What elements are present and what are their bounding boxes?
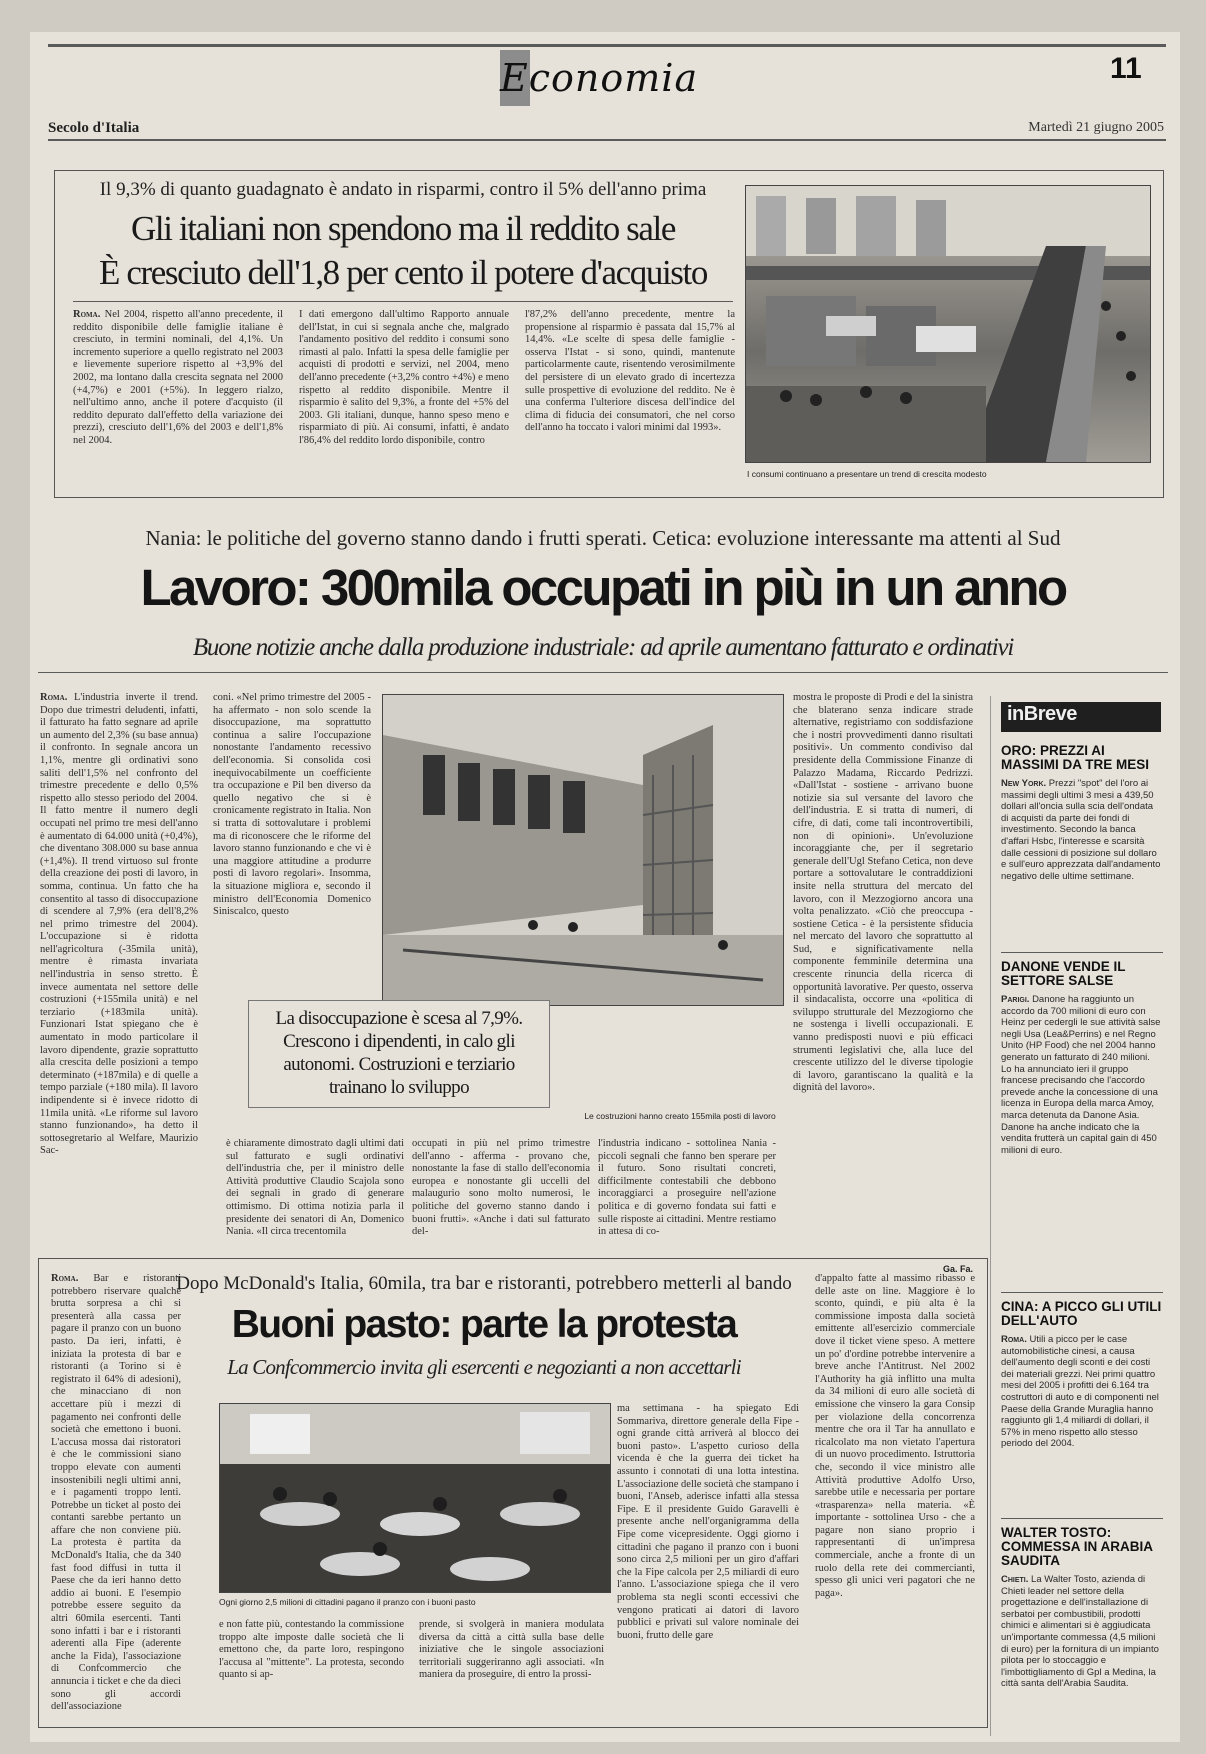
- article-reddito-subtitle: È cresciuto dell'1,8 per cento il potere d'acquisto: [99, 253, 707, 292]
- brief-item-title: ORO: PREZZI AI MASSIMI DA TRE MESI: [1001, 743, 1150, 772]
- article-lavoro-signature: Ga. Fa.: [942, 1264, 973, 1274]
- article-buoni-title: Buoni pasto: parte la protesta: [231, 1303, 737, 1346]
- inbreve-header: [1001, 702, 1161, 732]
- article-buoni-lower-col2: prende, si svolgerà in maniera modulata diversa da città a città sulla base delle iniziative che le singole associazioni territoriali suggeriranno agli associati. «In maniera da proseguire, di entro la prossi-: [419, 1619, 604, 1681]
- issue-date: Martedì 21 giugno 2005: [1028, 120, 1164, 135]
- article-lavoro-lower-col2: è chiaramente dimostrato dagli ultimi dati sul fatturato e sugli ordinativi dell'industria che, per il ministro delle Attività produttive Claudio Scajola sono dei segnali in grado di generare ottimismo. Di ottima notizia parla il presidente dei senatori di An, Domenico Nania. «Il circa trecentomila: [226, 1138, 404, 1238]
- article-lavoro-col1: [40, 692, 198, 1278]
- article-lavoro-rule: [38, 672, 1168, 673]
- article-buoni-lower-col1: e non fatte più, contestando la commissione troppo alte imposte dalle società che li emettono che, da parte loro, respingono l'accusa al "mittente". La protesta, secondo quanto si ap-: [219, 1619, 404, 1681]
- article-lavoro-kicker: Nania: le politiche del governo stanno dando i frutti sperati. Cetica: evoluzione interessante ma attenti al Sud: [145, 526, 1061, 550]
- inbreve-column: [990, 696, 1169, 1736]
- article-buoni-photo: [219, 1403, 611, 1593]
- article-reddito-photo-caption: I consumi continuano a presentare un trend di crescita modesto: [747, 469, 987, 479]
- section-title: Economia: [500, 56, 699, 100]
- article-lavoro-col5: mostra le proposte di Prodi e del la sinistra che blaterano senza indicare strade alternative, registriamo con soddisfazione che i nostri provvedimenti danno risultati positivi». Un commento condiviso dal presidente della Commissione Finanze di Palazzo Madama, Riccardo Pedrizzi. «Dall'Istat - sostiene - arrivano buone notizie sia sul versante del lavoro che dell'industria. E si tratta di numeri, di cifre, di dati, come tali incontrovertibili, non di opinioni». Un'evoluzione incoraggiante che, per il segretario generale dell'Ugl Stefano Cetica, non deve portare a sottovalutare le contraddizioni insite nella struttura del mercato del lavoro, con il Mezzogiorno ancora una volta penalizzato. «Ciò che preoccupa - sostiene Cetica - è la persistente sfiducia nel mercato del lavoro che soprattutto al Sud, e significativamente nella componente femminile determina una crescente rinuncia della ricerca di opportunità lavorative. Per questo, osserva il sindacalista, occorre una «politica di sviluppo strutturale del Mezzogiorno che ne sostenga i livelli occupazionali. E vanno predisposti nuovi e più efficaci strumenti legislativi che, alla luce del crescente utilizzo del le diverse tipologie di lavoro, garantiscano la qualità e la dignità del lavoro».: [793, 692, 973, 1094]
- article-buoni-subtitle: La Confcommercio invita gli esercenti e negozianti a non accettarli: [227, 1355, 741, 1379]
- brief-item-title: WALTER TOSTO: COMMESSA IN ARABIA SAUDITA: [1001, 1525, 1153, 1568]
- article-buoni-pasto: [38, 1258, 988, 1728]
- section-logo: [500, 50, 730, 110]
- dateline: Parigi.: [1001, 994, 1030, 1005]
- brief-item-body: Prezzi "spot" del l'oro ai massimi degli ultimi 3 mesi a 439,50 dollari all'oncia sulla scia dell'ondata di acquisti da parte dei fondi di investimento. Secondo la banca d'affari Hsbc, l'interesse e scarsità dalle cessioni di posizione sul dollaro e sull'euro apprezzata dall'andamento negativo delle ultime settimane.: [1001, 778, 1161, 882]
- dateline: Roma.: [1001, 1334, 1027, 1345]
- article-lavoro-lower-col4: l'industria indicano - sottolinea Nania - piccoli segnali che fanno ben sperare per il futuro. Sono risultati concreti, difficilmente contestabili che debbono incoraggiarci a proseguire nell'azione politica e di governo fondata sui fatti e sulle risposte ai cittadini. Mentre restiamo in attesa di co-: [598, 1138, 776, 1238]
- article-reddito-col3: l'87,2% dell'anno precedente, mentre la propensione al risparmio è passata dal 15,7% al 14,4%. «Le scelte di spesa delle famiglie - osserva l'Istat - si sono, quindi, mantenute particolarmente caute, risentendo verosimilmente del persistere di un elevato grado di incertezza sulle prospettive di evoluzione del reddito. Ne è una conferma l'ulteriore discesa dell'indice del clima di fiducia dei consumatori, che nel corso dell'anno ha toccato i valori minimi dal 1993».: [525, 309, 735, 434]
- article-reddito-kicker: Il 9,3% di quanto guadagnato è andato in risparmi, contro il 5% dell'anno prima: [99, 179, 707, 200]
- brief-item-text: [1001, 1334, 1163, 1498]
- article-lavoro-col2: coni. «Nel primo trimestre del 2005 - ha affermato - non solo scende la disoccupazione, ma soprattutto continua a salire l'occupazione nonostante l'andamento recessivo dell'economia. Si consolida così inequivocabilmente un coefficiente tra occupazione e Pil ben diverso da quello negativo che si è cronicamente registrato in Italia. Non si tratta di sottovalutare i problemi ma di riconoscere che le riforme del lavoro stanno funzionando e che vi è una maggiore attitudine a produrre posti di lavoro regolari». Insomma, la situazione migliora e, secondo il ministro dell'Economia Domenico Siniscalco, questo: [213, 692, 371, 918]
- dateline: New York.: [1001, 778, 1047, 789]
- article-reddito-rule: [73, 301, 733, 302]
- brief-item-body: Danone ha raggiunto un accordo da 700 milioni di euro con Heinz per cedergli le sue attività salse negli Usa (Lea&Perrins) e nel Regno Unito (HP Food) che nel 2004 hanno generato un fatturato di 240 milioni. Lo ha annunciato ieri il gruppo francese precisando che l'accordo prevede anche la concessione di una licenza in Europa della marca Amoy, marca detenuta da Danone Asia. Danone ha anche indicato che la vendita frutterà un capital gain di 450 milioni di euro.: [1001, 994, 1161, 1156]
- brief-item-danone: [1001, 960, 1163, 1218]
- brief-item-oro: [1001, 744, 1163, 936]
- pullquote-text: La disoccupazione è scesa al 7,9%. Crescono i dipendenti, in calo gli autonomi. Costruzioni e terziario trainano lo sviluppo: [275, 1008, 523, 1098]
- brief-item-text: [1001, 778, 1163, 936]
- article-lavoro-lower-col3: occupati in più nel primo trimestre dell'anno - afferma - provano che, nonostante la fase di stallo dell'economia europea e nonostante gli uccelli del malaugurio sono molto numerosi, le politiche del governo stanno dando i buoni frutti». «Anche i dati sul fatturato del-: [412, 1138, 590, 1238]
- page-number: 11: [1110, 52, 1142, 85]
- brief-item-body: Utili a picco per le case automobilistiche cinesi, a causa dell'aumento degli sconti e dei costi dei materiali grezzi. Nei primi quattro mesi del 2005 i profitti dei 6.164 tra costruttori di auto e di componenti nel Paese della Grande Muraglia hanno raggiunto gli 1,4 miliardi di dollari, il 57% in meno rispetto allo stesso periodo del 2004.: [1001, 1334, 1159, 1450]
- brief-item-text: [1001, 994, 1163, 1218]
- article-reddito-photo: [745, 185, 1151, 463]
- newspaper-page: [30, 32, 1180, 1742]
- brief-item-text: [1001, 1574, 1163, 1730]
- article-lavoro-photo-caption: Le costruzioni hanno creato 155mila posti di lavoro: [584, 1111, 776, 1121]
- inbreve-title: inBreve: [1007, 703, 1077, 725]
- brief-item-cina: [1001, 1300, 1163, 1498]
- article-reddito-col1-text: Nel 2004, rispetto all'anno precedente, il reddito disponibile delle famiglie italiane è cresciuto, in termini nominali, del 4,1%. Un incremento superiore a quello registrato nel 2003 e lievemente superiore rispetto al +3,9% del 2002, ma lontano dalla crescita segnata nel 2000 (+4,7%) e 2001 (+5%). In leggero rialzo, nell'ultimo anno, anche il potere d'acquisto (il reddito depurato dall'effetto della variazione dei prezzi), cresciuto dell'1,6% del 2003 e dell'1,8% nel 2004.: [73, 309, 283, 446]
- dateline: Roma.: [51, 1273, 79, 1284]
- brief-divider: [1001, 1518, 1163, 1519]
- dateline: Chieti.: [1001, 1574, 1029, 1585]
- article-lavoro-pullquote: [248, 1000, 550, 1108]
- article-buoni-col1-text: Bar e ristoranti potrebbero riservare qualche brutta sorpresa a chi si presenterà alla cassa per pagare il pranzo con un buono pasto. Da ieri, infatti, è iniziata la protesta di bar e ristoranti (a Torino si è registrato il 64% di adesioni), che minacciano di non accettare più i mezzi di pagamento nei confronti delle società che emettono i buoni. L'accusa mossa dai ristoratori è che le commissioni siano troppo elevate con aumenti insostenibili negli ultimi anni, e i pagamenti troppo lenti. Potrebbe un ticket al posto dei contanti sarebbe pertanto un affare che non conviene più. La protesta è partita da McDonald's Italia, che da 340 fast food diffusi in tutta il Paese che da ieri hanno detto addio ai buoni. E l'esempio potrebbe essere seguito da altri 60mila esercenti. Tanti sono infatti i bar e i ristoranti aderenti alla Fipe (aderente anche la Fida), l'associazione di Confcommercio che annuncia i ticket e che da dieci sono gli accordi dell'associazione: [51, 1273, 181, 1713]
- shopping-mall-photo: [746, 186, 1150, 462]
- brief-item-title: DANONE VENDE IL SETTORE SALSE: [1001, 959, 1126, 988]
- brief-divider: [1001, 1292, 1163, 1293]
- construction-site-photo: [383, 695, 783, 1005]
- article-buoni-col3: ma settimana - ha spiegato Edi Sommariva, direttore generale della Fipe - ogni grande città arriverà al blocco dei buoni pasto». L'aspetto curioso della vicenda è che la guerra dei ticket ha assunto i connotati di una lotta intestina. L'associazione delle società che stampano i buoni, l'Anseb, aderisce infatti alla stessa Fipe. E il presidente Guido Garavelli è presente anche nell'organigramma della Fipe come vicepresidente. Oggi giorno i cittadini che pagano il pranzo con i buoni sono circa 2,5 milioni per un giro d'affari che la Fipe calcola per 2,5 miliardi di euro l'anno. L'associazione spiega che il vero problema sta negli sconti eccessivi che vengono praticati ai datori di lavoro pubblici e privati sul valore nominale dei buoni, frutto delle gare: [617, 1403, 799, 1641]
- article-buoni-kicker: Dopo McDonald's Italia, 60mila, tra bar e ristoranti, potrebbero metterli al bando: [176, 1273, 792, 1294]
- article-reddito-title: Gli italiani non spendono ma il reddito sale: [131, 209, 675, 248]
- header-bottom-rule: [48, 139, 1166, 141]
- brief-item-body: La Walter Tosto, azienda di Chieti leader nel settore della progettazione e dell'installazione di serbatoi per combustibili, prodotti chimici e alimentari si è aggiudicata un'importante commessa (4,5 milioni di euro) per la fornitura di un impianto pilota per lo stoccaggio e l'imbottigliamento di Gpl a Medina, la città santa dell'Arabia Saudita.: [1001, 1574, 1159, 1690]
- article-buoni-col4: d'appalto fatte al massimo ribasso e delle aste on line. Maggiore è lo sconto, quindi, e più alta è la commissione imposta dalla società emittente all'esercizio commerciale dove il ticket viene speso. A mettere un po' d'ordine potrebbe intervenire a breve anche l'Antitrust. Nel 2002 l'Authority ha già inflitto una multa da 34 milioni di euro alle società di emissione che vinsero la gara Consip per violazione della concorrenza mentre che ora il Tar ha annullato e ricalcolato ma non vietato l'apertura di un nuovo procedimento. Istruttoria che, secondo il vice ministro alle Attività produttive Adolfo Urso, sarebbe utile e necessaria per portare «trasparenza» nella materia. «È importante - sottolinea Urso - che a pagare non siano proprio i rappresentanti di un'impresa commerciale, anche a fronte di un ruolo della rete dei commercianti, spesso gli unici veri pagatori che ne paga».: [815, 1273, 975, 1599]
- article-reddito: [54, 170, 1164, 498]
- newspaper-name: Secolo d'Italia: [48, 120, 140, 136]
- brief-item-title: CINA: A PICCO GLI UTILI DELL'AUTO: [1001, 1299, 1162, 1328]
- brief-item-walter-tosto: [1001, 1526, 1163, 1730]
- article-buoni-photo-caption: Ogni giorno 2,5 milioni di cittadini pagano il pranzo con i buoni pasto: [219, 1597, 476, 1607]
- restaurant-photo: [220, 1404, 610, 1592]
- article-lavoro-photo: [382, 694, 784, 1006]
- dateline: Roma.: [40, 692, 68, 703]
- header-top-rule: [48, 44, 1166, 47]
- brief-divider: [1001, 952, 1163, 953]
- article-lavoro-subtitle: Buone notizie anche dalla produzione industriale: ad aprile aumentano fatturato e ordinativi: [192, 634, 1014, 661]
- dateline: Roma.: [73, 309, 101, 320]
- article-reddito-col1: [73, 309, 283, 489]
- article-lavoro-col1-text: L'industria inverte il trend. Dopo due trimestri deludenti, infatti, il fatturato ha fatto segnare ad aprile un aumento del 2,3% (su base annua) il confronto. In segnale ancora un 1,1%, mentre gli ordinativi sono saliti dell'1,5% nel confronto del trimestre precedente e dello 0,5% rispetto allo stesso periodo del 2004. Il fatto mentre il numero degli occupati nel primo tre mesi dell'anno è aumentato di 64.000 unità (+0,4%), che diventano 308.000 su base annua (+1,4%). Il trend virtuoso sul fronte della creazione dei posti di lavoro, in somma, continua. Un fatto che ha consentito al tasso di disoccupazione di scendere al 7,9% (era dell'8,2% nel primo trimestre del 2004). L'occupazione si è ridotta nell'agricoltura (-35mila unità), mentre è rimasta invariata nell'industria in senso stretto. È invece aumentata nel settore delle costruzioni (+155mila unità) e nel terziario (+183mila unità). Funzionari Istat spiegano che è aumentato in modo particolare il lavoro dipendente, grazie soprattutto alla crescita delle posizioni a tempo determinato (+187mila) e di quelle a tempo parziale (+180 mila). Il lavoro indipendente si è invece ridotto di 11mila unità. «Le riforme sul lavoro stanno funzionando», ha detto il sottosegretario al Welfare, Maurizio Sac-: [40, 692, 198, 1157]
- article-reddito-col2: I dati emergono dall'ultimo Rapporto annuale dell'Istat, in cui si segnala anche che, malgrado l'andamento positivo del reddito i consumi sono rimasti al palo. Infatti la spesa delle famiglie per acquisti di prodotti e servizi, nel 2004, meno dell'anno precedente (+3,2% contro +4%) e meno rispetto al reddito disponibile. Mentre il risparmio è salito del 9,3%, a fronte del +5% del 2003. Gli italiani, dunque, hanno speso meno e risparmiato di più. Ai consumi, infatti, è andato l'86,4% del reddito lordo disponibile, contro: [299, 309, 509, 446]
- article-lavoro-title: Lavoro: 300mila occupati in più in un anno: [140, 559, 1066, 616]
